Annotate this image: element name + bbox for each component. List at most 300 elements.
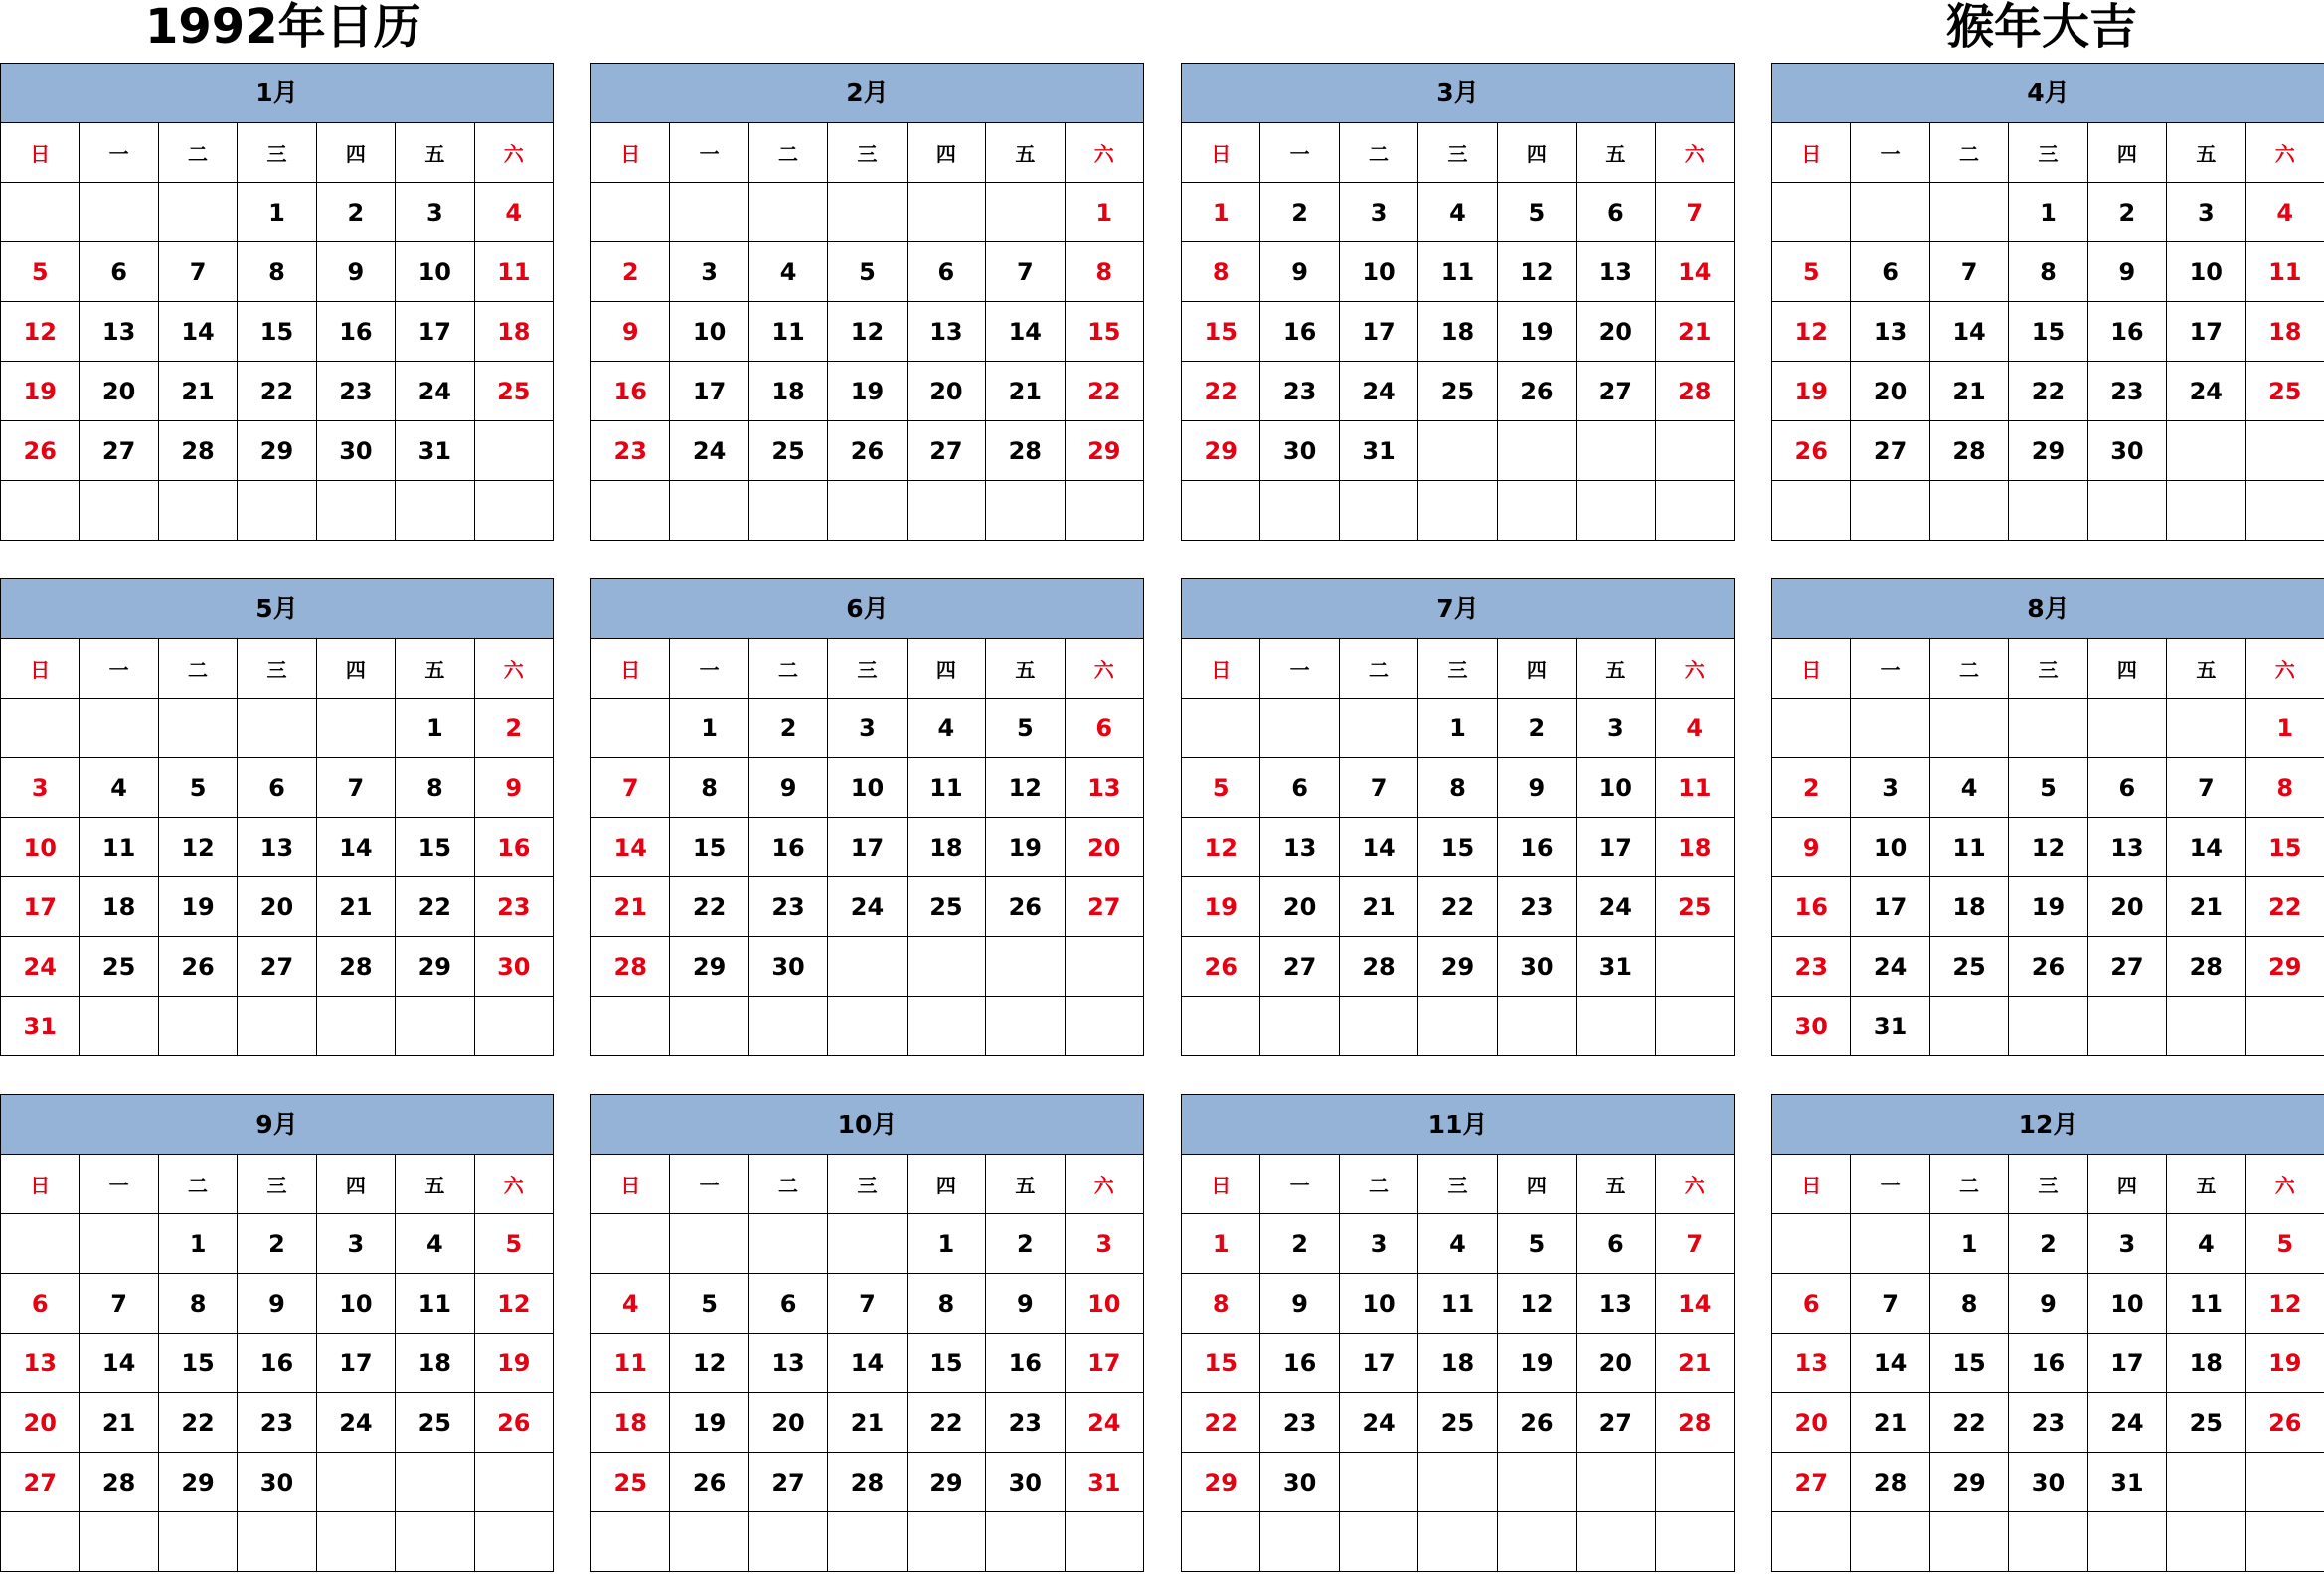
day-cell: 23 [474,877,553,937]
day-cell: 29 [1182,1453,1260,1512]
day-cell: 3 [396,183,474,242]
day-cell [80,997,158,1056]
weekday-label: 六 [474,639,553,699]
day-cell [1577,481,1655,541]
day-cell: 12 [474,1274,553,1334]
day-cell: 1 [670,699,748,758]
day-cell: 7 [158,242,237,302]
day-cell: 4 [1418,1214,1497,1274]
day-cell: 2 [1260,183,1339,242]
day-cell: 16 [591,362,670,421]
weekday-label: 四 [907,639,985,699]
day-cell [2009,699,2087,758]
day-cell [1418,481,1497,541]
day-cell: 17 [670,362,748,421]
day-cell: 12 [2009,818,2087,877]
day-cell: 3 [316,1214,395,1274]
day-cell: 30 [238,1453,316,1512]
week-row [1182,1214,1735,1274]
weekday-label: 三 [238,123,316,183]
day-cell: 14 [828,1334,907,1393]
weekday-label: 五 [1577,639,1655,699]
day-cell: 1 [158,1214,237,1274]
day-cell: 24 [1577,877,1655,937]
day-cell: 3 [1577,699,1655,758]
day-cell [1182,1512,1260,1572]
day-cell: 31 [1,997,80,1056]
day-cell: 4 [474,183,553,242]
day-cell: 8 [158,1274,237,1334]
day-cell: 9 [1772,818,1851,877]
weekday-label: 二 [748,1155,827,1214]
month-7 [1181,578,1735,1062]
day-cell: 27 [1577,1393,1655,1453]
weekday-label: 五 [986,1155,1065,1214]
day-cell: 11 [2167,1274,2245,1334]
day-cell: 21 [80,1393,158,1453]
day-cell: 25 [1655,877,1734,937]
day-cell: 29 [2009,421,2087,481]
day-cell: 12 [1182,818,1260,877]
month-header: 7月 [1181,578,1735,639]
day-cell [748,997,827,1056]
day-cell: 20 [1,1393,80,1453]
day-cell: 25 [474,362,553,421]
day-cell: 20 [1065,818,1143,877]
day-cell [2087,481,2166,541]
week-row [1182,183,1735,242]
weekday-label: 一 [1851,123,1929,183]
weekday-label: 三 [1418,123,1497,183]
day-cell [1339,699,1417,758]
day-cell: 24 [2087,1393,2166,1453]
week-row [1772,937,2324,997]
weekday-label: 五 [986,639,1065,699]
day-cell [1497,1453,1576,1512]
day-cell: 2 [1772,758,1851,818]
day-cell: 24 [1339,362,1417,421]
day-cell: 21 [591,877,670,937]
day-cell: 13 [1851,302,1929,362]
weekday-label: 一 [80,639,158,699]
day-cell: 12 [2245,1274,2324,1334]
day-cell [2087,1512,2166,1572]
day-cell: 28 [158,421,237,481]
weekday-label: 一 [1851,639,1929,699]
day-cell: 7 [591,758,670,818]
day-cell: 15 [2009,302,2087,362]
day-cell: 23 [748,877,827,937]
day-cell: 9 [986,1274,1065,1334]
day-cell: 10 [1577,758,1655,818]
day-cell [80,699,158,758]
day-cell: 10 [2087,1274,2166,1334]
day-cell [238,481,316,541]
day-cell: 7 [986,242,1065,302]
day-cell: 18 [907,818,985,877]
month-grid [1771,122,2324,541]
day-cell: 24 [1065,1393,1143,1453]
day-cell [396,481,474,541]
weekday-label: 二 [1929,123,2008,183]
day-cell: 1 [238,183,316,242]
week-row [1,362,554,421]
weekday-label: 六 [1655,123,1734,183]
day-cell [1260,481,1339,541]
day-cell: 16 [238,1334,316,1393]
day-cell: 1 [1182,1214,1260,1274]
month-grid [0,122,554,541]
day-cell: 31 [1851,997,1929,1056]
day-cell: 25 [396,1393,474,1453]
week-row [1772,1274,2324,1334]
day-cell: 19 [828,362,907,421]
weekday-label: 四 [2087,639,2166,699]
day-cell: 22 [1929,1393,2008,1453]
day-cell: 13 [1772,1334,1851,1393]
day-cell: 5 [1772,242,1851,302]
day-cell: 18 [591,1393,670,1453]
week-row [1772,481,2324,541]
day-cell: 30 [1497,937,1576,997]
day-cell [1577,1453,1655,1512]
day-cell: 27 [1851,421,1929,481]
day-cell: 11 [474,242,553,302]
day-cell: 11 [396,1274,474,1334]
day-cell: 11 [1418,242,1497,302]
day-cell: 26 [1772,421,1851,481]
day-cell: 4 [748,242,827,302]
day-cell [2087,997,2166,1056]
weekday-row [591,1155,1144,1214]
day-cell [1929,997,2008,1056]
day-cell: 4 [2245,183,2324,242]
day-cell: 29 [1182,421,1260,481]
day-cell [1655,997,1734,1056]
day-cell [1577,997,1655,1056]
day-cell: 30 [1260,1453,1339,1512]
day-cell [591,1214,670,1274]
day-cell [316,997,395,1056]
day-cell: 9 [748,758,827,818]
week-row [1182,362,1735,421]
weekday-label: 日 [1772,639,1851,699]
day-cell: 29 [396,937,474,997]
week-row [1,997,554,1056]
day-cell: 27 [1577,362,1655,421]
day-cell: 26 [2245,1393,2324,1453]
day-cell: 11 [1655,758,1734,818]
weekday-label: 四 [2087,123,2166,183]
day-cell [591,1512,670,1572]
month-10 [590,1094,1144,1578]
day-cell [986,183,1065,242]
weekday-label: 五 [396,1155,474,1214]
day-cell: 20 [2087,877,2166,937]
week-row [591,242,1144,302]
day-cell: 14 [591,818,670,877]
day-cell: 29 [1418,937,1497,997]
weekday-label: 日 [1182,639,1260,699]
day-cell: 6 [80,242,158,302]
day-cell: 30 [474,937,553,997]
day-cell: 17 [2167,302,2245,362]
day-cell: 14 [1851,1334,1929,1393]
weekday-label: 四 [316,639,395,699]
day-cell: 11 [2245,242,2324,302]
day-cell: 10 [396,242,474,302]
day-cell: 12 [1,302,80,362]
week-row [1772,1393,2324,1453]
day-cell: 17 [2087,1334,2166,1393]
weekday-label: 日 [1,123,80,183]
day-cell [2009,1512,2087,1572]
week-row [1772,997,2324,1056]
day-cell [1772,1512,1851,1572]
day-cell: 30 [2087,421,2166,481]
day-cell: 8 [907,1274,985,1334]
day-cell: 19 [1,362,80,421]
week-row [1772,699,2324,758]
day-cell [1065,937,1143,997]
day-cell: 6 [1577,1214,1655,1274]
week-row [1182,421,1735,481]
day-cell [1260,997,1339,1056]
weekday-label: 日 [591,639,670,699]
day-cell: 6 [1577,183,1655,242]
day-cell [1772,183,1851,242]
day-cell [1182,997,1260,1056]
day-cell [1497,481,1576,541]
day-cell: 31 [1577,937,1655,997]
day-cell: 16 [1260,302,1339,362]
week-row [1,758,554,818]
week-row [591,1512,1144,1572]
week-row [591,1274,1144,1334]
day-cell [2009,997,2087,1056]
weekday-label: 三 [828,1155,907,1214]
day-cell: 14 [158,302,237,362]
day-cell: 12 [1772,302,1851,362]
week-row [1182,758,1735,818]
day-cell [670,1512,748,1572]
day-cell: 2 [2087,183,2166,242]
day-cell: 12 [986,758,1065,818]
day-cell [396,997,474,1056]
day-cell: 28 [2167,937,2245,997]
day-cell: 2 [986,1214,1065,1274]
day-cell [1418,421,1497,481]
day-cell: 6 [1260,758,1339,818]
day-cell: 25 [1418,362,1497,421]
week-row [1772,1214,2324,1274]
day-cell: 6 [1772,1274,1851,1334]
day-cell: 5 [1,242,80,302]
day-cell: 8 [396,758,474,818]
weekday-label: 五 [396,123,474,183]
day-cell: 15 [1065,302,1143,362]
day-cell: 24 [2167,362,2245,421]
day-cell: 5 [828,242,907,302]
month-header: 4月 [1771,63,2324,123]
day-cell: 26 [1182,937,1260,997]
day-cell: 25 [80,937,158,997]
day-cell: 13 [1577,242,1655,302]
day-cell: 10 [670,302,748,362]
month-grid [0,1154,554,1572]
day-cell [396,1453,474,1512]
day-cell: 20 [1577,302,1655,362]
day-cell: 14 [1339,818,1417,877]
week-row [1,937,554,997]
day-cell: 17 [1577,818,1655,877]
day-cell: 29 [907,1453,985,1512]
day-cell: 10 [828,758,907,818]
day-cell [2167,699,2245,758]
day-cell: 25 [2245,362,2324,421]
day-cell: 7 [1929,242,2008,302]
day-cell: 13 [1577,1274,1655,1334]
day-cell: 16 [474,818,553,877]
day-cell: 20 [1772,1393,1851,1453]
day-cell: 5 [158,758,237,818]
month-4 [1771,63,2324,547]
day-cell [1929,699,2008,758]
week-row [591,1393,1144,1453]
day-cell: 19 [1772,362,1851,421]
page-motto: 猴年大吉 [1946,0,2137,54]
day-cell: 22 [1065,362,1143,421]
day-cell [986,481,1065,541]
week-row [591,877,1144,937]
week-row [1772,302,2324,362]
month-header: 11月 [1181,1094,1735,1155]
day-cell: 5 [1497,183,1576,242]
month-11 [1181,1094,1735,1578]
day-cell [80,1512,158,1572]
weekday-label: 三 [828,639,907,699]
day-cell [1,1512,80,1572]
day-cell: 31 [2087,1453,2166,1512]
day-cell: 9 [316,242,395,302]
day-cell: 22 [158,1393,237,1453]
day-cell: 26 [1497,362,1576,421]
day-cell: 24 [396,362,474,421]
week-row [591,758,1144,818]
day-cell: 7 [80,1274,158,1334]
day-cell: 6 [748,1274,827,1334]
day-cell: 2 [2009,1214,2087,1274]
day-cell: 13 [907,302,985,362]
day-cell: 23 [1260,362,1339,421]
day-cell: 4 [1929,758,2008,818]
day-cell: 29 [158,1453,237,1512]
weekday-label: 二 [1929,639,2008,699]
day-cell: 30 [748,937,827,997]
weekday-label: 四 [1497,639,1576,699]
day-cell: 16 [748,818,827,877]
day-cell [907,481,985,541]
day-cell: 17 [1851,877,1929,937]
day-cell: 15 [1182,1334,1260,1393]
week-row [591,421,1144,481]
month-grid [0,638,554,1056]
day-cell: 16 [1772,877,1851,937]
month-8 [1771,578,2324,1062]
day-cell: 22 [907,1393,985,1453]
day-cell [591,481,670,541]
day-cell: 3 [1339,1214,1417,1274]
day-cell: 19 [1497,302,1576,362]
day-cell: 24 [1,937,80,997]
day-cell: 4 [1655,699,1734,758]
week-row [1772,183,2324,242]
day-cell: 20 [1851,362,1929,421]
day-cell: 8 [1418,758,1497,818]
day-cell [1182,481,1260,541]
day-cell: 14 [316,818,395,877]
day-cell [1851,1512,1929,1572]
day-cell: 7 [1851,1274,1929,1334]
day-cell: 18 [2167,1334,2245,1393]
day-cell: 15 [158,1334,237,1393]
month-grid [590,122,1144,541]
day-cell: 11 [1418,1274,1497,1334]
day-cell: 15 [238,302,316,362]
day-cell: 20 [1577,1334,1655,1393]
day-cell: 21 [1851,1393,1929,1453]
day-cell [591,183,670,242]
day-cell [1418,1512,1497,1572]
day-cell: 9 [1260,1274,1339,1334]
weekday-label: 三 [1418,639,1497,699]
weekday-label: 二 [158,639,237,699]
day-cell [1772,481,1851,541]
week-row [591,302,1144,362]
week-row [1182,997,1735,1056]
day-cell [1,183,80,242]
week-row [1,1512,554,1572]
week-row [1,1334,554,1393]
day-cell: 5 [2009,758,2087,818]
day-cell: 3 [828,699,907,758]
day-cell [2167,481,2245,541]
weekday-label: 六 [1065,1155,1143,1214]
day-cell: 15 [907,1334,985,1393]
day-cell: 21 [1655,302,1734,362]
day-cell: 27 [1772,1453,1851,1512]
day-cell [2245,997,2324,1056]
day-cell: 16 [2087,302,2166,362]
day-cell [2167,421,2245,481]
day-cell: 20 [748,1393,827,1453]
weekday-label: 二 [748,123,827,183]
day-cell: 12 [1497,242,1576,302]
day-cell [907,1512,985,1572]
day-cell: 10 [1339,242,1417,302]
day-cell: 1 [1418,699,1497,758]
weekday-label: 六 [474,123,553,183]
day-cell: 26 [670,1453,748,1512]
weekday-label: 六 [2245,1155,2324,1214]
week-row [591,481,1144,541]
weekday-label: 日 [1,639,80,699]
weekday-label: 六 [1065,639,1143,699]
day-cell [158,699,237,758]
day-cell: 27 [80,421,158,481]
weekday-row [1,1155,554,1214]
day-cell: 13 [748,1334,827,1393]
